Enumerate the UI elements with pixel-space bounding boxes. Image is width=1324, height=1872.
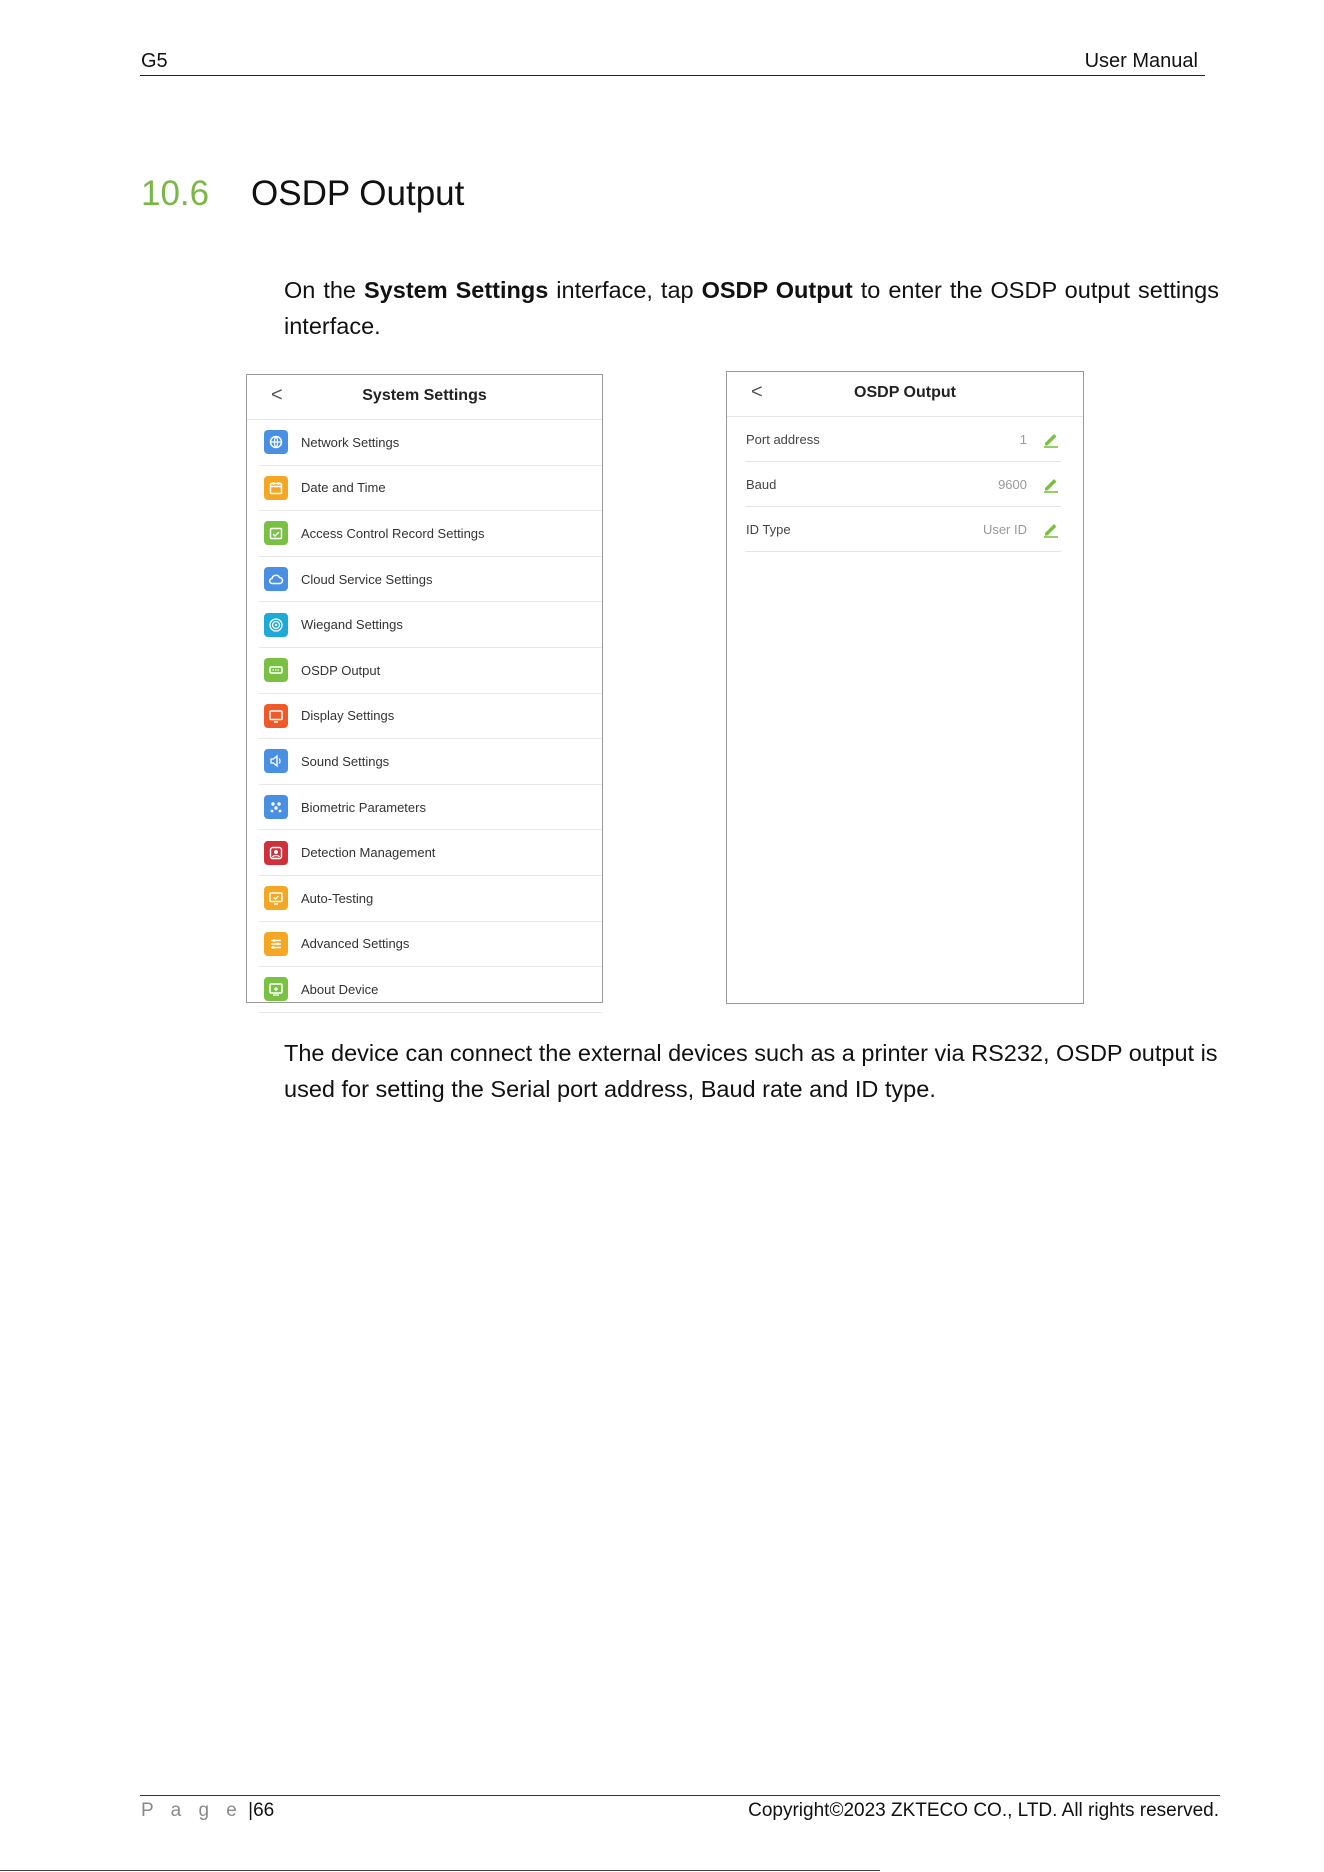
intro-bold-osdp-output: OSDP Output — [701, 277, 853, 303]
footer-copyright: Copyright©2023 ZKTECO CO., LTD. All rights reserved. — [748, 1800, 1219, 1821]
osdp-output-list — [727, 417, 1083, 552]
biometric-icon — [264, 795, 288, 819]
settings-item-label: Access Control Record Settings — [301, 525, 485, 541]
sound-icon — [264, 749, 288, 773]
intro-paragraph — [284, 272, 1219, 344]
settings-item-label: About Device — [301, 981, 379, 997]
network-icon — [264, 430, 288, 454]
osdp-row-value: 9600 — [998, 476, 1027, 492]
intro-text: interface, tap — [548, 277, 702, 303]
settings-item-autotest[interactable] — [259, 876, 602, 922]
settings-item-osdp[interactable] — [259, 648, 602, 694]
intro-text: On the — [284, 277, 364, 303]
intro-bold-system-settings: System Settings — [364, 277, 549, 303]
settings-item-sound[interactable] — [259, 739, 602, 785]
settings-item-display[interactable] — [259, 694, 602, 740]
osdp-row-label: ID Type — [746, 521, 791, 537]
settings-item-label: Auto-Testing — [301, 890, 374, 906]
section-title: OSDP Output — [251, 174, 465, 213]
osdp-row-value: 1 — [1019, 431, 1027, 447]
settings-item-label: Network Settings — [301, 434, 400, 450]
intro-text: to enter the OSDP output settings interface. — [284, 277, 1219, 339]
system-settings-screen — [246, 374, 603, 1003]
osdp-row-port-address[interactable] — [746, 417, 1061, 462]
settings-item-label: Biometric Parameters — [301, 799, 426, 815]
settings-item-label: Cloud Service Settings — [301, 571, 433, 587]
settings-item-network[interactable] — [259, 420, 602, 466]
settings-item-wiegand[interactable] — [259, 602, 602, 648]
settings-item-about[interactable] — [259, 967, 602, 1013]
back-chevron-icon[interactable]: < — [271, 384, 283, 406]
osdp-icon — [264, 658, 288, 682]
osdp-row-label: Baud — [746, 476, 777, 492]
settings-item-label: Wiegand Settings — [301, 617, 403, 633]
detection-icon — [264, 841, 288, 865]
osdp-output-screen — [726, 371, 1084, 1004]
osdp-row-label: Port address — [746, 431, 820, 447]
settings-item-advanced[interactable] — [259, 922, 602, 968]
settings-item-label: Date and Time — [301, 480, 386, 496]
edit-pencil-icon[interactable] — [1041, 474, 1061, 494]
bottom-rule — [0, 1870, 880, 1871]
header-product: G5 — [141, 50, 168, 72]
back-chevron-icon[interactable]: < — [751, 381, 763, 403]
description-paragraph: The device can connect the external devices such as a printer via RS232, OSDP output is used for setting the Serial port address, Baud rate and ID type. — [284, 1040, 1218, 1102]
advanced-icon — [264, 932, 288, 956]
settings-item-label: Sound Settings — [301, 753, 390, 769]
osdp-row-value: User ID — [982, 521, 1027, 537]
header-rule — [140, 75, 1205, 76]
edit-pencil-icon[interactable] — [1041, 429, 1061, 449]
osdp-output-header — [727, 372, 1083, 417]
about-icon — [264, 977, 288, 1001]
system-settings-title: System Settings — [362, 387, 487, 404]
display-icon — [264, 704, 288, 728]
settings-item-label: Display Settings — [301, 708, 395, 724]
footer-rule — [140, 1795, 1220, 1796]
settings-item-cloud[interactable] — [259, 557, 602, 603]
section-number: 10.6 — [141, 174, 210, 213]
edit-pencil-icon[interactable] — [1041, 519, 1061, 539]
settings-item-label: Detection Management — [301, 845, 436, 861]
autotest-icon — [264, 886, 288, 910]
page-number: 66 — [253, 1800, 275, 1821]
settings-item-record[interactable] — [259, 511, 602, 557]
footer-page — [141, 1800, 274, 1822]
wiegand-icon — [264, 613, 288, 637]
system-settings-list — [247, 420, 602, 1013]
osdp-row-baud[interactable] — [746, 462, 1061, 507]
page-separator: | — [248, 1800, 254, 1821]
page-label: P a g e — [141, 1800, 243, 1821]
settings-item-label: Advanced Settings — [301, 936, 410, 952]
settings-item-biometric[interactable] — [259, 785, 602, 831]
calendar-icon — [264, 476, 288, 500]
header-doc-title: User Manual — [1084, 50, 1198, 72]
osdp-row-id-type[interactable] — [746, 507, 1061, 552]
settings-item-detection[interactable] — [259, 830, 602, 876]
settings-item-label: OSDP Output — [301, 662, 381, 678]
cloud-icon — [264, 567, 288, 591]
osdp-output-title: OSDP Output — [854, 384, 956, 401]
record-icon — [264, 521, 288, 545]
settings-item-calendar[interactable] — [259, 466, 602, 512]
system-settings-header — [247, 375, 602, 420]
